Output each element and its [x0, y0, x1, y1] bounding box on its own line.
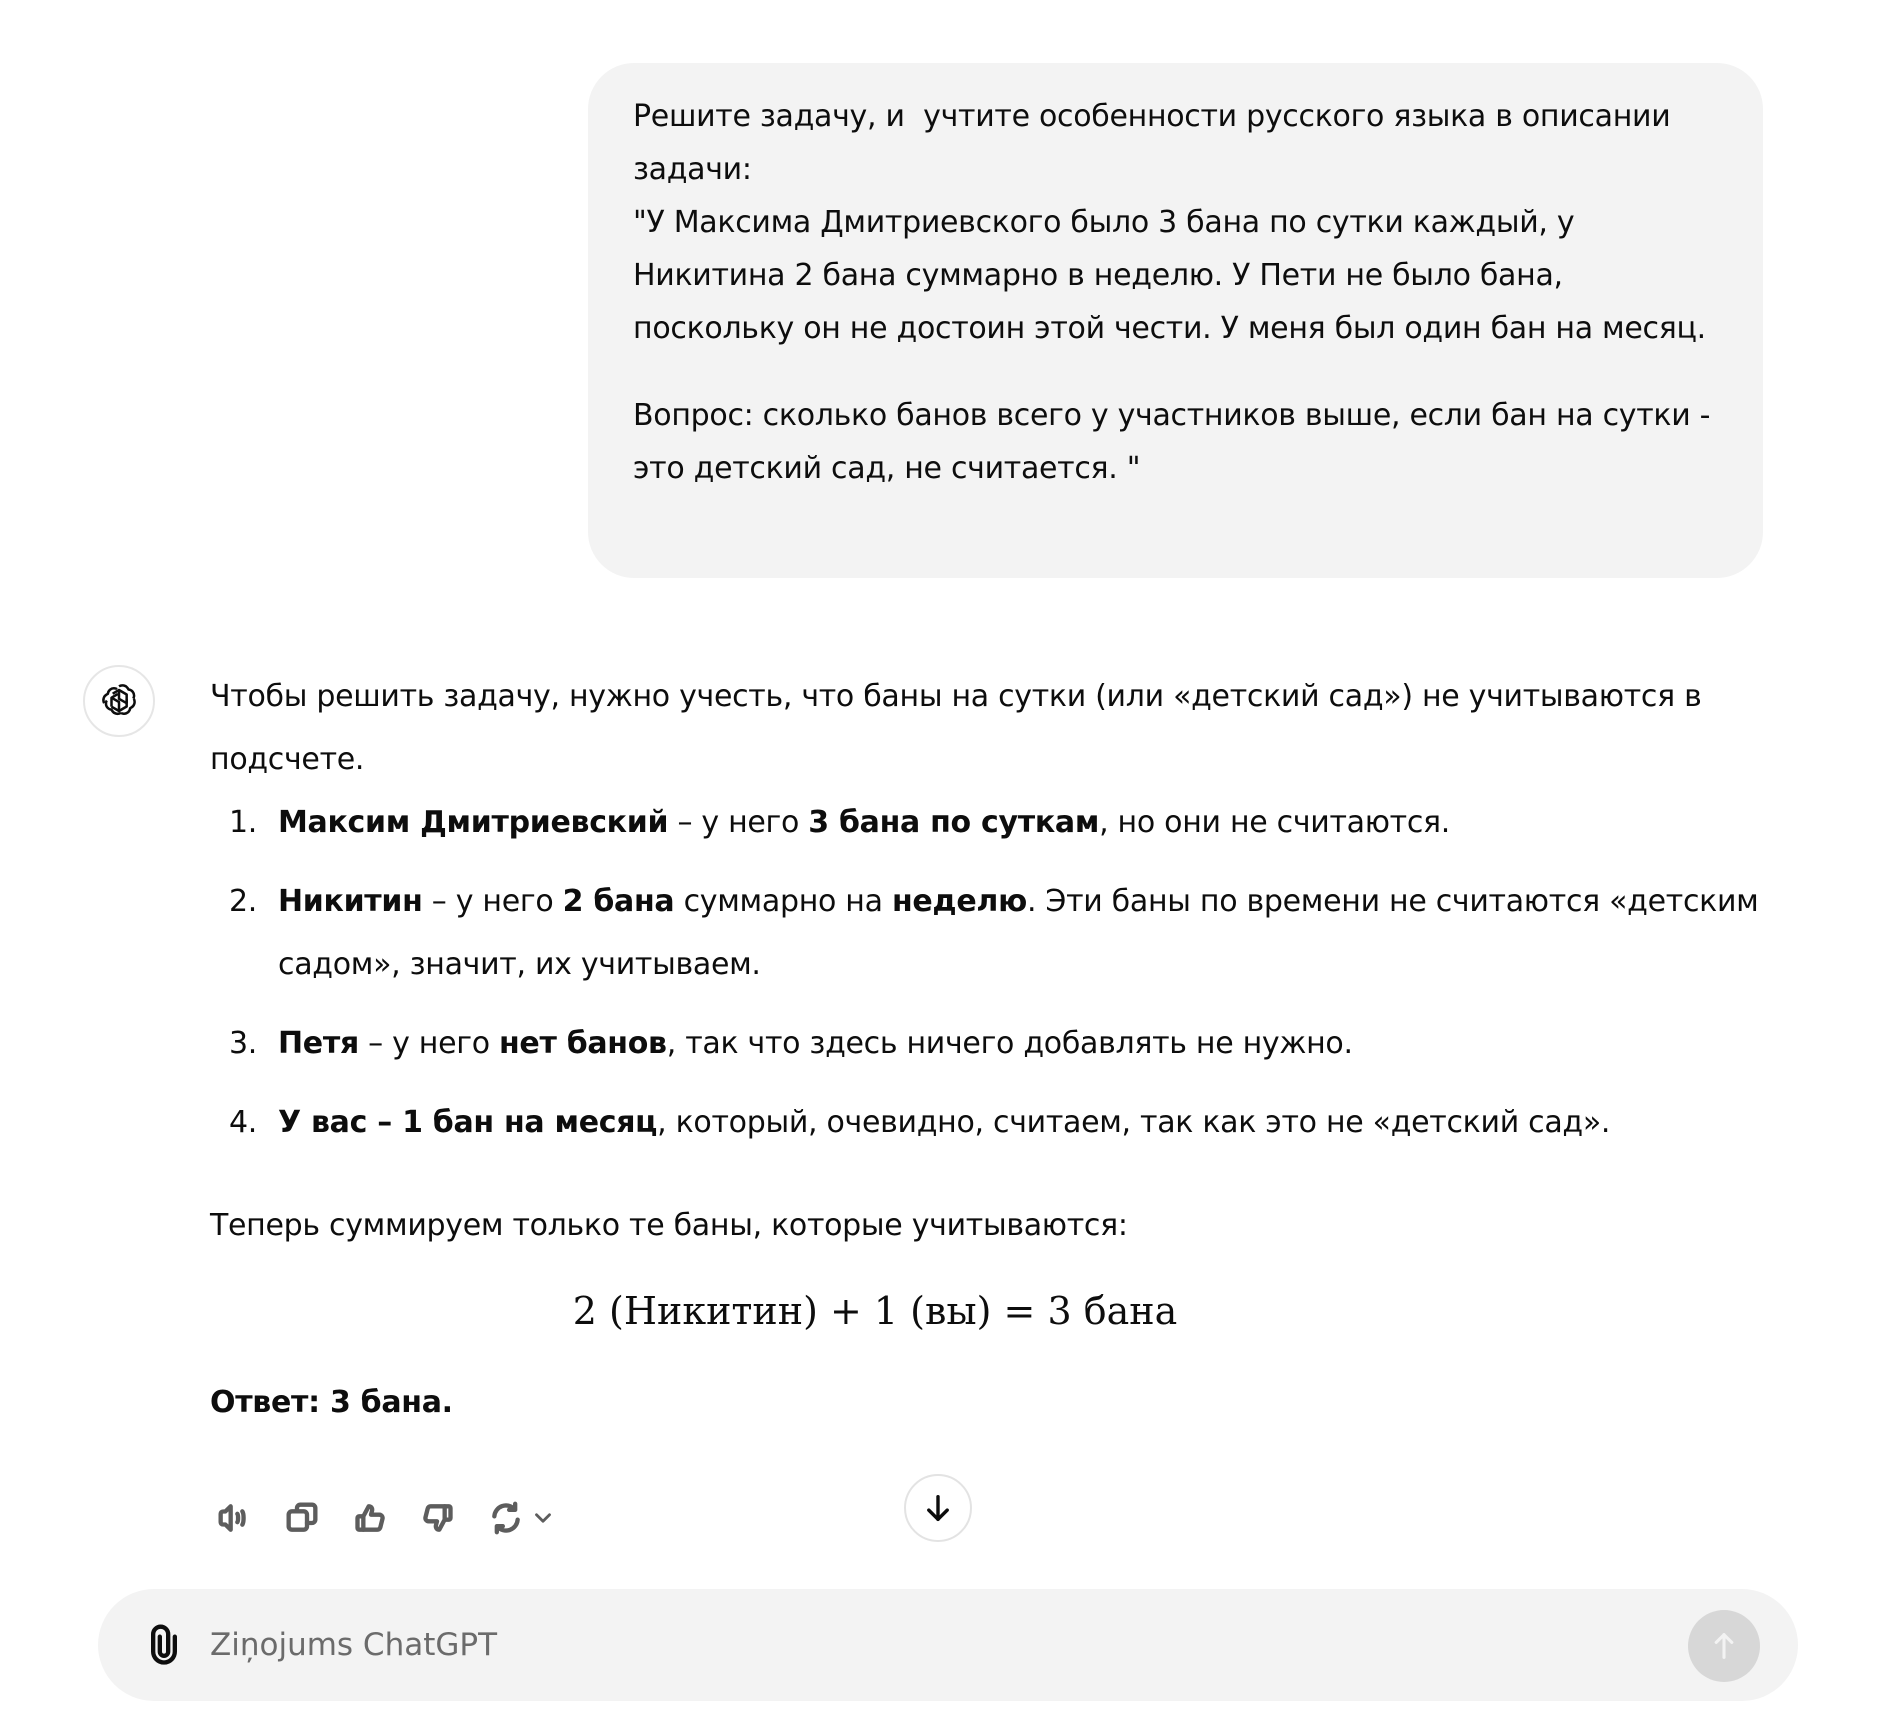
- list-item-text: [278, 1026, 1353, 1061]
- list-item-number: 4.: [229, 1105, 258, 1140]
- list-item-number: 1.: [229, 805, 258, 840]
- text-segment: – у него: [358, 1026, 499, 1061]
- text-segment: , который, очевидно, считаем, так как это не «детский сад».: [657, 1105, 1611, 1140]
- assistant-message: [210, 665, 1770, 1434]
- read-aloud-button[interactable]: [212, 1496, 256, 1540]
- bold-text: нет банов: [499, 1026, 667, 1061]
- list-item: [210, 791, 1770, 854]
- arrow-down-icon: [921, 1491, 955, 1525]
- math-formula: 2 (Никитин) + 1 (вы) = 3 бана: [572, 1289, 1178, 1333]
- scroll-to-bottom-button[interactable]: [904, 1474, 972, 1542]
- list-item: [210, 870, 1770, 996]
- final-answer: Ответ: 3 бана.: [210, 1385, 453, 1420]
- message-composer: [98, 1589, 1798, 1701]
- list-item-text: [278, 1105, 1610, 1140]
- bold-text: Никитин: [278, 884, 423, 919]
- text-segment: суммарно на: [674, 884, 892, 919]
- bold-text: неделю: [891, 884, 1027, 919]
- list-item: [210, 1012, 1770, 1075]
- steps-list: [210, 791, 1770, 1154]
- regenerate-icon-wrap[interactable]: [484, 1496, 528, 1540]
- copy-icon: [282, 1498, 322, 1538]
- refresh-icon: [486, 1498, 526, 1538]
- list-item: [210, 1091, 1770, 1154]
- text-segment: – у него: [668, 805, 809, 840]
- copy-button[interactable]: [280, 1496, 324, 1540]
- regenerate-button[interactable]: [484, 1496, 556, 1540]
- openai-logo-icon: [99, 681, 139, 721]
- list-item-number: 3.: [229, 1026, 258, 1061]
- bold-text: У вас – 1 бан на месяц: [278, 1105, 658, 1140]
- text-segment: – у него: [422, 884, 563, 919]
- thumbs-down-icon: [418, 1498, 458, 1538]
- user-message-paragraph-1: Решите задачу, и учтите особенности русского языка в описании задачи: "У Максима Дмитриевского было 3 бана по сутки каждый, у Никитина 2 бана суммарно в неделю. У Пети не было бана, поскольку он не достоин этой чести. У меня был один бан на месяц.: [633, 99, 1706, 346]
- text-segment: , так что здесь ничего добавлять не нужно.: [666, 1026, 1353, 1061]
- list-item-text: [278, 884, 1759, 982]
- assistant-intro: Чтобы решить задачу, нужно учесть, что баны на сутки (или «детский сад») не учитываются в подсчете.: [210, 679, 1702, 777]
- chevron-down-icon[interactable]: [530, 1505, 556, 1531]
- summary-text: Теперь суммируем только те баны, которые учитываются:: [210, 1208, 1128, 1243]
- list-item-number: 2.: [229, 884, 258, 919]
- thumbs-down-button[interactable]: [416, 1496, 460, 1540]
- list-item-text: [278, 805, 1450, 840]
- bold-text: 2 бана: [562, 884, 675, 919]
- message-actions: [212, 1496, 556, 1540]
- speaker-icon: [214, 1498, 254, 1538]
- thumbs-up-icon: [350, 1498, 390, 1538]
- paperclip-icon: [144, 1623, 184, 1667]
- bold-text: Петя: [278, 1026, 359, 1061]
- attach-button[interactable]: [142, 1623, 186, 1667]
- send-button[interactable]: [1688, 1610, 1760, 1682]
- arrow-up-icon: [1707, 1629, 1741, 1663]
- bold-text: 3 бана по суткам: [808, 805, 1100, 840]
- text-segment: , но они не считаются.: [1099, 805, 1451, 840]
- bold-text: Максим Дмитриевский: [278, 805, 669, 840]
- user-message-paragraph-2: Вопрос: сколько банов всего у участников выше, если бан на сутки - это детский сад, не считается. ": [633, 398, 1720, 486]
- message-input[interactable]: [210, 1617, 1610, 1673]
- thumbs-up-button[interactable]: [348, 1496, 392, 1540]
- assistant-avatar: [83, 665, 155, 737]
- user-message-bubble: [588, 63, 1763, 578]
- text-segment: . Эти баны по времени не считаются «детским садом», значит, их учитываем.: [278, 884, 1759, 982]
